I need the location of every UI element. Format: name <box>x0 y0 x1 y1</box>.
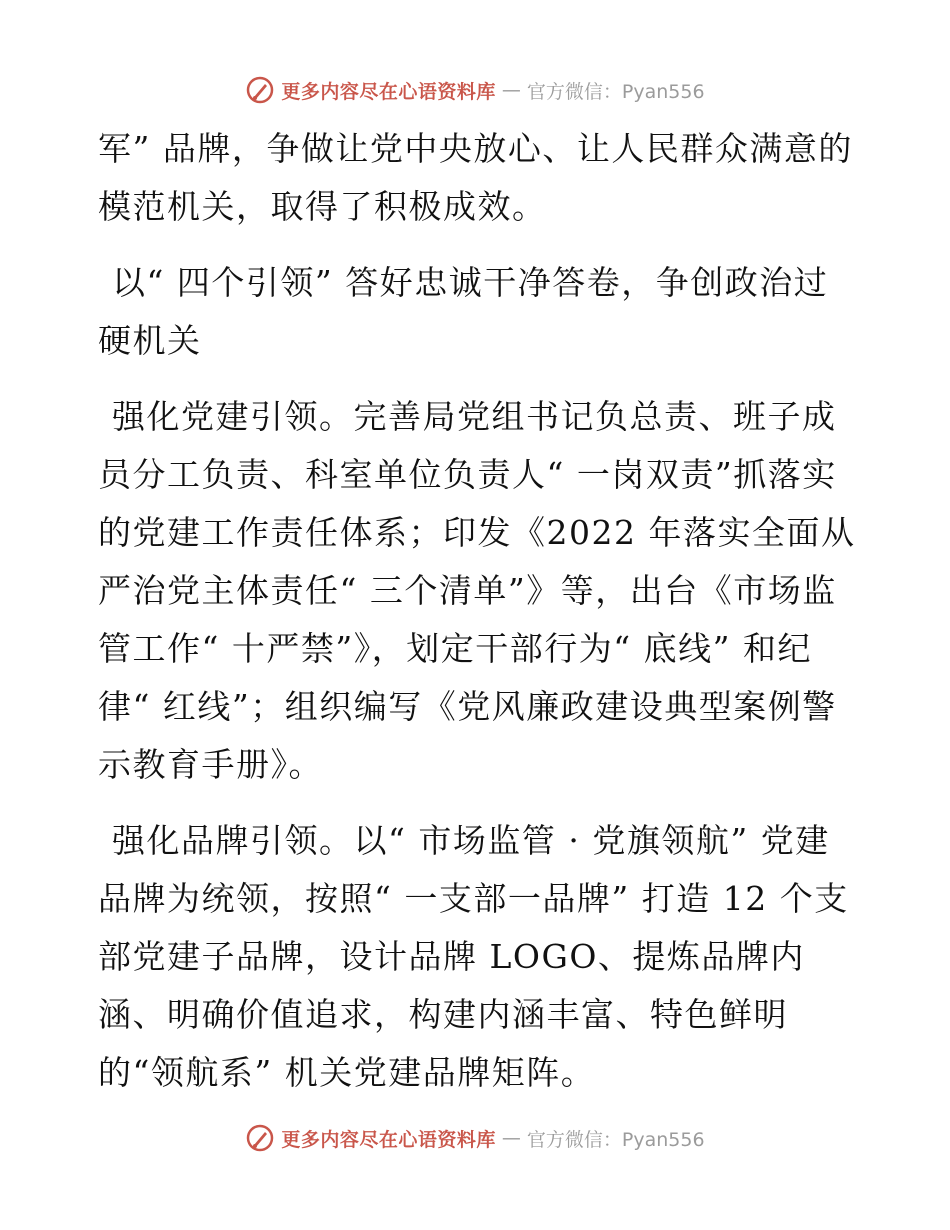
watermark-text: 更多内容尽在心语资料库 <box>281 80 496 103</box>
paragraph-brand: 强化品牌引领。以“ 市场监管 · 党旗领航” 党建品牌为统领，按照“ 一支部一品牌” 打造 12 个支部党建子品牌，设计品牌 LOGO、提炼品牌内涵、明确价值追求，构建内涵丰富、特色鲜明的“领航系” 机关党建品牌矩阵。 <box>98 821 849 1092</box>
watermark-separator: — <box>501 1127 521 1149</box>
document-body <box>98 120 858 1120</box>
footer-watermark <box>0 1118 950 1158</box>
paragraph-party-building: 强化党建引领。完善局党组书记负总责、班子成员分工负责、科室单位负责人“ 一岗双责”抓落实的党建工作责任体系；印发《2022 年落实全面从严治党主体责任“ 三个清单”》等，出台《市场监管工作“ 十严禁”》，划定干部行为“ 底线” 和纪律“ 红线”；组织编写《党风廉政建设典型案例警示教育手册》。 <box>98 397 856 784</box>
watermark-contact: 官方微信：Pyan556 <box>526 1128 705 1151</box>
header-watermark <box>0 70 950 110</box>
quill-logo-icon <box>245 1123 275 1153</box>
paragraph-1: 军” 品牌，争做让党中央放心、让人民群众满意的模范机关，取得了积极成效。 <box>98 129 853 226</box>
watermark-text: 更多内容尽在心语资料库 <box>281 1128 496 1151</box>
watermark-separator: — <box>501 79 521 101</box>
section-heading: 以“ 四个引领” 答好忠诚干净答卷，争创政治过硬机关 <box>98 263 829 360</box>
watermark-contact: 官方微信：Pyan556 <box>526 80 705 103</box>
quill-logo-icon <box>245 75 275 105</box>
